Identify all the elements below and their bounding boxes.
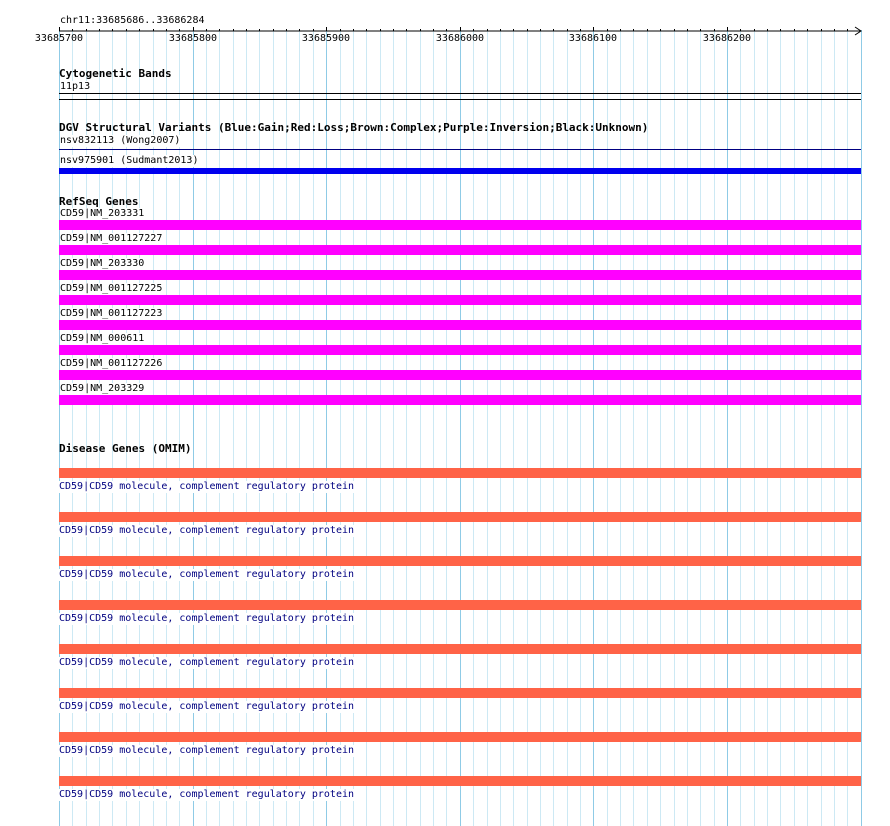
omim-gene-bar[interactable] [59, 512, 861, 522]
omim-gene-bar[interactable] [59, 556, 861, 566]
refseq-gene-bar[interactable] [59, 270, 861, 280]
omim-gene-bar[interactable] [59, 600, 861, 610]
omim-title: Disease Genes (OMIM) [59, 442, 192, 455]
cytoband-title: Cytogenetic Bands [59, 67, 172, 80]
refseq-gene-label[interactable]: CD59|NM_000611 [60, 333, 145, 344]
omim-gene-bar[interactable] [59, 776, 861, 786]
dgv-variant-label[interactable]: nsv832113 (Wong2007) [60, 135, 181, 146]
refseq-gene-bar[interactable] [59, 395, 861, 405]
ruler-tick-label: 33686100 [568, 33, 618, 44]
refseq-gene-bar[interactable] [59, 320, 861, 330]
refseq-gene-bar[interactable] [59, 245, 861, 255]
omim-gene-bar[interactable] [59, 688, 861, 698]
refseq-gene-bar[interactable] [59, 220, 861, 230]
refseq-gene-label[interactable]: CD59|NM_203329 [60, 383, 145, 394]
dgv-variant-bar[interactable] [59, 168, 861, 174]
omim-gene-label[interactable]: CD59|CD59 molecule, complement regulatory protein [59, 657, 355, 668]
refseq-gene-bar[interactable] [59, 295, 861, 305]
refseq-title: RefSeq Genes [59, 195, 139, 208]
refseq-gene-label[interactable]: CD59|NM_001127226 [60, 358, 163, 369]
ruler-tick-label: 33686200 [702, 33, 752, 44]
refseq-gene-label[interactable]: CD59|NM_001127225 [60, 283, 163, 294]
refseq-gene-label[interactable]: CD59|NM_001127227 [60, 233, 163, 244]
refseq-gene-label[interactable]: CD59|NM_001127223 [60, 308, 163, 319]
omim-gene-bar[interactable] [59, 732, 861, 742]
omim-gene-label[interactable]: CD59|CD59 molecule, complement regulatory protein [59, 525, 355, 536]
ruler-tick-label: 33685900 [301, 33, 351, 44]
omim-gene-label[interactable]: CD59|CD59 molecule, complement regulatory protein [59, 745, 355, 756]
cytoband-line-bottom [59, 99, 861, 100]
omim-gene-label[interactable]: CD59|CD59 molecule, complement regulatory protein [59, 569, 355, 580]
refseq-gene-label[interactable]: CD59|NM_203330 [60, 258, 145, 269]
omim-gene-label[interactable]: CD59|CD59 molecule, complement regulatory protein [59, 613, 355, 624]
dgv-variant-bar[interactable] [59, 149, 861, 150]
ruler-tick-label: 33685700 [34, 33, 84, 44]
refseq-gene-bar[interactable] [59, 345, 861, 355]
omim-gene-label[interactable]: CD59|CD59 molecule, complement regulatory protein [59, 481, 355, 492]
refseq-gene-bar[interactable] [59, 370, 861, 380]
omim-gene-bar[interactable] [59, 644, 861, 654]
omim-gene-label[interactable]: CD59|CD59 molecule, complement regulatory protein [59, 701, 355, 712]
refseq-gene-label[interactable]: CD59|NM_203331 [60, 208, 145, 219]
omim-gene-label[interactable]: CD59|CD59 molecule, complement regulatory protein [59, 789, 355, 800]
ruler-tick-label: 33686000 [435, 33, 485, 44]
dgv-variant-label[interactable]: nsv975901 (Sudmant2013) [60, 155, 199, 166]
omim-gene-bar[interactable] [59, 468, 861, 478]
cytoband-label: 11p13 [60, 81, 91, 92]
ruler-tick-label: 33685800 [168, 33, 218, 44]
dgv-title: DGV Structural Variants (Blue:Gain;Red:Loss;Brown:Complex;Purple:Inversion;Black:Unknown) [59, 121, 649, 134]
cytoband-line-top [59, 93, 861, 94]
region-label: chr11:33685686..33686284 [60, 15, 205, 26]
